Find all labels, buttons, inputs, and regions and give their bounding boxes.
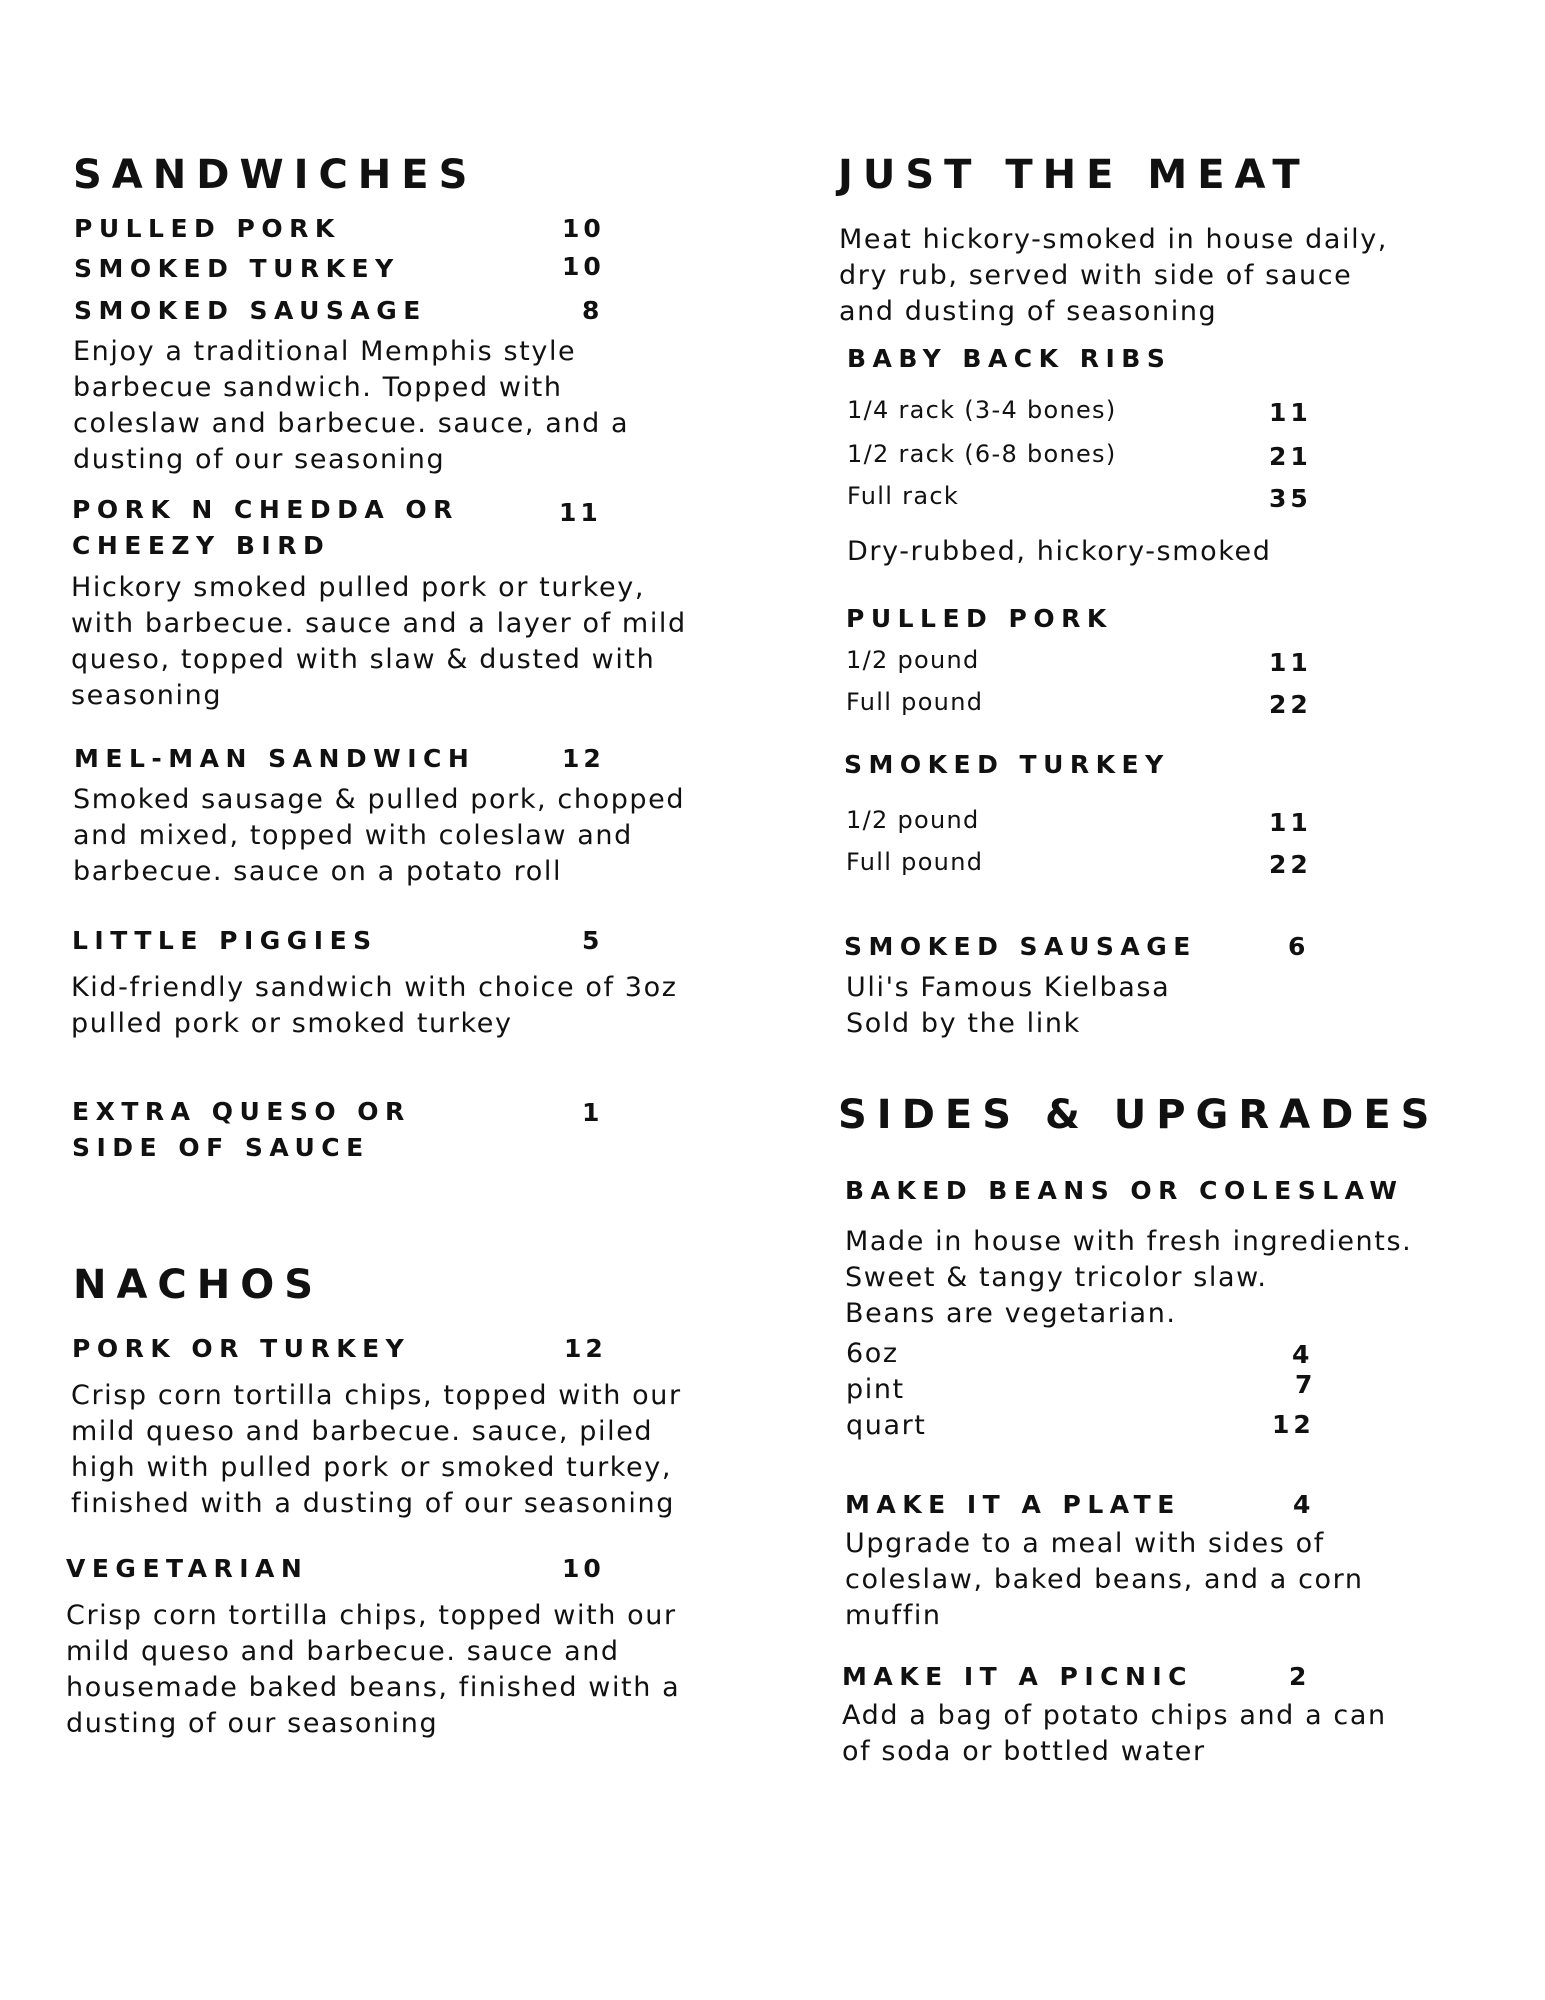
melman-sandwich-name: MEL-MAN SANDWICH	[74, 744, 476, 773]
ribs-quarter-label: 1/4 rack (3-4 bones)	[847, 396, 1117, 424]
ribs-half-price: 21	[1269, 442, 1312, 471]
vegetarian-nachos-name: VEGETARIAN	[66, 1554, 309, 1583]
pork-turkey-nachos-description: Crisp corn tortilla chips, topped with our mild queso and barbecue. sauce, piled high with pulled pork or smoked turkey, finished with a dusting of our seasoning	[71, 1380, 682, 1519]
ribs-half-label: 1/2 rack (6-8 bones)	[847, 440, 1117, 468]
make-it-a-plate-price: 4	[1293, 1490, 1315, 1519]
just-the-meat-title: JUST THE MEAT	[838, 152, 1310, 198]
smoked-sausage-sandwich-price: 8	[582, 296, 604, 325]
extra-queso-name: EXTRA QUESO OR SIDE OF SAUCE	[72, 1097, 411, 1162]
melman-sandwich-price: 12	[562, 744, 605, 773]
sides-pint-label: pint	[846, 1374, 905, 1405]
cheddar-sandwich-description: Hickory smoked pulled pork or turkey, with barbecue. sauce and a layer of mild queso, topped with slaw & dusted with seasoning	[71, 572, 687, 711]
little-piggies-name: LITTLE PIGGIES	[72, 926, 378, 955]
turkey-half-price: 11	[1269, 808, 1312, 837]
turkey-full-label: Full pound	[846, 848, 984, 876]
smoked-sausage-sandwich-name: SMOKED SAUSAGE	[74, 296, 427, 325]
make-it-a-picnic-description: Add a bag of potato chips and a can of soda or bottled water	[842, 1700, 1387, 1767]
cheddar-sandwich-name: PORK N CHEDDA OR CHEEZY BIRD	[72, 495, 459, 560]
sandwiches-title: SANDWICHES	[73, 152, 478, 198]
meat-description: Meat hickory-smoked in house daily, dry rub, served with side of sauce and dusting of seasoning	[839, 224, 1388, 327]
pulled-pork-meat-name: PULLED PORK	[846, 604, 1113, 633]
pulled-pork-full-label: Full pound	[846, 688, 984, 716]
sides-6oz-label: 6oz	[846, 1338, 899, 1369]
pulled-pork-sandwich-name: PULLED PORK	[74, 214, 341, 243]
turkey-full-price: 22	[1269, 850, 1312, 879]
make-it-a-plate-name: MAKE IT A PLATE	[845, 1490, 1181, 1519]
make-it-a-plate-description: Upgrade to a meal with sides of coleslaw, baked beans, and a corn muffin	[845, 1528, 1364, 1631]
smoked-turkey-sandwich-name: SMOKED TURKEY	[74, 254, 400, 283]
pulled-pork-half-price: 11	[1269, 648, 1312, 677]
ribs-note: Dry-rubbed, hickory-smoked	[847, 536, 1272, 567]
ribs-full-label: Full rack	[847, 482, 960, 510]
sides-quart-price: 12	[1272, 1410, 1315, 1439]
make-it-a-picnic-price: 2	[1289, 1662, 1311, 1691]
pulled-pork-half-label: 1/2 pound	[846, 646, 980, 674]
baby-back-ribs-name: BABY BACK RIBS	[847, 344, 1172, 373]
melman-sandwich-description: Smoked sausage & pulled pork, chopped and mixed, topped with coleslaw and barbecue. sauce on a potato roll	[73, 784, 686, 887]
sides-quart-label: quart	[846, 1410, 927, 1441]
vegetarian-nachos-description: Crisp corn tortilla chips, topped with our mild queso and barbecue. sauce and housemade baked beans, finished with a dusting of our seasoning	[66, 1600, 681, 1739]
ribs-full-price: 35	[1269, 484, 1312, 513]
baked-beans-coleslaw-description: Made in house with fresh ingredients. Sweet & tangy tricolor slaw. Beans are vegetarian.	[845, 1226, 1413, 1329]
smoked-sausage-meat-price: 6	[1288, 932, 1310, 961]
little-piggies-description: Kid-friendly sandwich with choice of 3oz pulled pork or smoked turkey	[71, 972, 678, 1039]
turkey-half-label: 1/2 pound	[846, 806, 980, 834]
smoked-sausage-meat-description: Uli's Famous Kielbasa Sold by the link	[846, 972, 1171, 1039]
smoked-sausage-meat-name: SMOKED SAUSAGE	[844, 932, 1197, 961]
pork-turkey-nachos-price: 12	[564, 1334, 607, 1363]
sandwich-description: Enjoy a traditional Memphis style barbecue sandwich. Topped with coleslaw and barbecue. sauce, and a dusting of our seasoning	[73, 336, 630, 475]
sides-pint-price: 7	[1295, 1370, 1317, 1399]
extra-queso-price: 1	[582, 1098, 604, 1127]
pulled-pork-full-price: 22	[1269, 690, 1312, 719]
sides-title: SIDES & UPGRADES	[838, 1092, 1440, 1138]
smoked-turkey-meat-name: SMOKED TURKEY	[844, 750, 1170, 779]
pork-turkey-nachos-name: PORK OR TURKEY	[72, 1334, 411, 1363]
ribs-quarter-price: 11	[1269, 398, 1312, 427]
make-it-a-picnic-name: MAKE IT A PICNIC	[842, 1662, 1194, 1691]
baked-beans-coleslaw-name: BAKED BEANS OR COLESLAW	[845, 1176, 1404, 1205]
smoked-turkey-sandwich-price: 10	[562, 252, 605, 281]
nachos-title: NACHOS	[73, 1262, 324, 1308]
sides-6oz-price: 4	[1292, 1340, 1314, 1369]
pulled-pork-sandwich-price: 10	[562, 214, 605, 243]
cheddar-sandwich-price: 11	[559, 498, 602, 527]
vegetarian-nachos-price: 10	[562, 1554, 605, 1583]
little-piggies-price: 5	[582, 926, 604, 955]
